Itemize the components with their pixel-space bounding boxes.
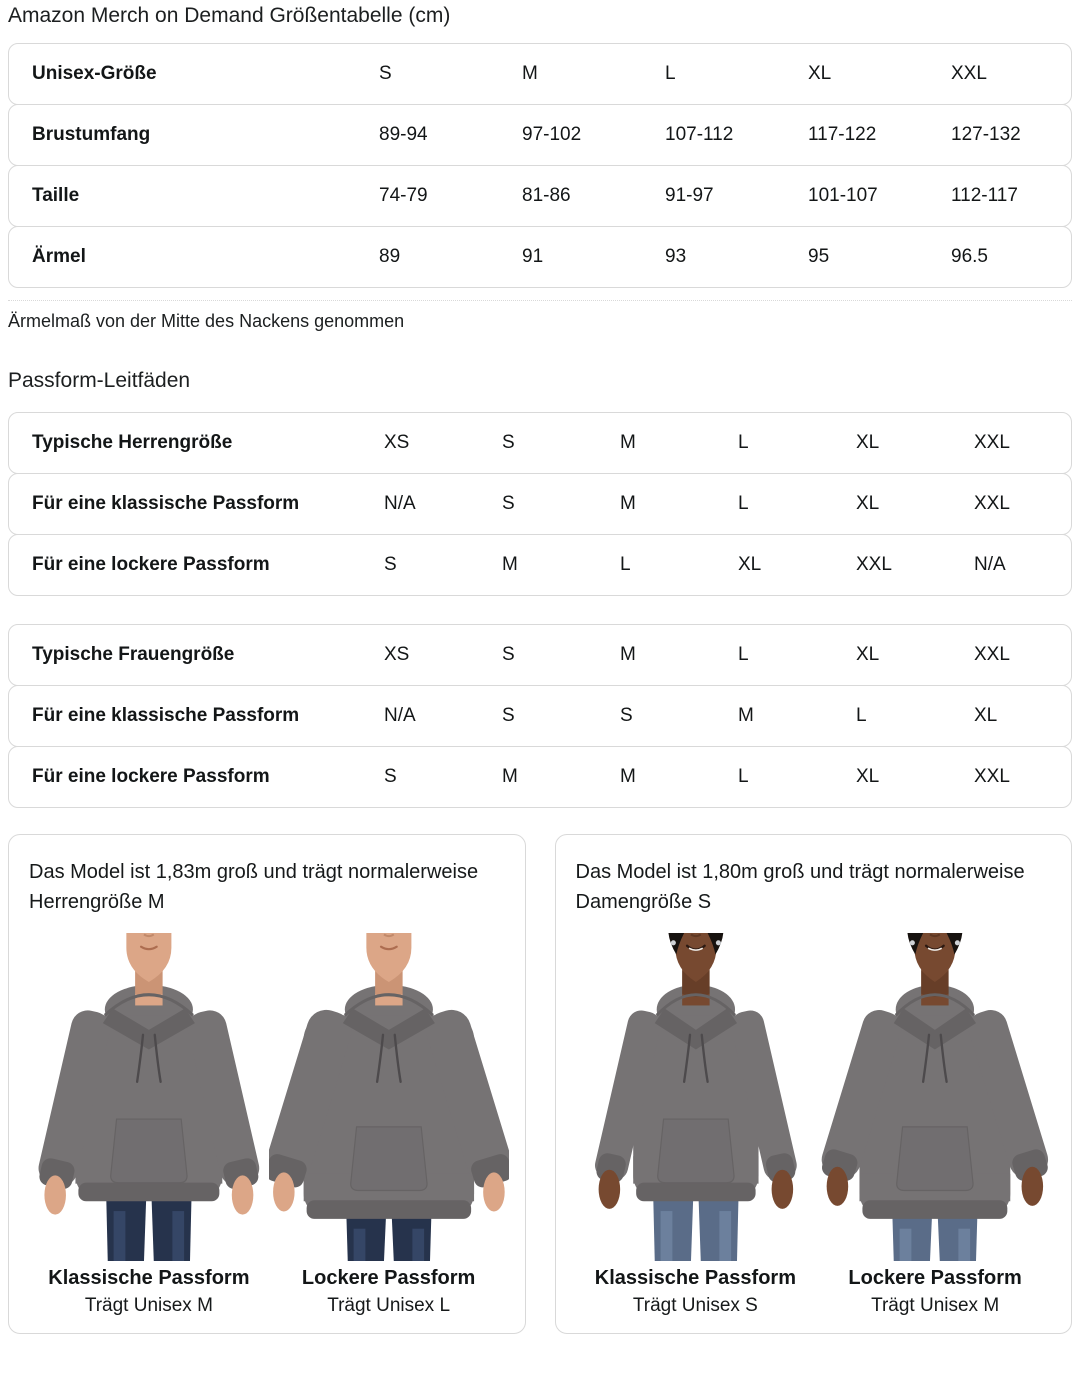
column-header: S bbox=[379, 63, 392, 84]
size-value: 112-117 bbox=[951, 185, 1018, 206]
size-value: XXL bbox=[856, 554, 892, 575]
size-value: L bbox=[738, 766, 749, 787]
column-header: XS bbox=[384, 644, 410, 665]
column-header: XXL bbox=[951, 63, 987, 84]
table-row bbox=[8, 534, 1072, 596]
size-value: 96.5 bbox=[951, 246, 988, 267]
size-value: 127-132 bbox=[951, 124, 1021, 145]
column-header: XS bbox=[384, 432, 410, 453]
size-value: M bbox=[502, 766, 518, 787]
fit-caption: Klassische Passform bbox=[48, 1267, 250, 1289]
table-header-row bbox=[8, 43, 1072, 105]
size-value: XXL bbox=[974, 493, 1010, 514]
column-header: L bbox=[665, 63, 676, 84]
model-card-description: Das Model ist 1,83m groß und trägt normalerweise Herrengröße M bbox=[29, 861, 479, 914]
column-header: M bbox=[522, 63, 538, 84]
size-value: S bbox=[384, 766, 397, 787]
column-header: M bbox=[620, 432, 636, 453]
size-value: M bbox=[620, 493, 636, 514]
size-value: 91 bbox=[522, 246, 544, 267]
size-value: XXL bbox=[974, 766, 1010, 787]
column-header: L bbox=[738, 644, 749, 665]
table-row bbox=[8, 165, 1072, 227]
row-label: Für eine klassische Passform bbox=[32, 705, 300, 726]
model-figure bbox=[29, 933, 269, 1317]
size-value: L bbox=[856, 705, 867, 726]
row-label: Ärmel bbox=[32, 246, 86, 267]
size-value: 89-94 bbox=[379, 124, 428, 145]
size-table-footnote: Ärmelmaß von der Mitte des Nackens genommen bbox=[8, 300, 1072, 332]
unisex-size-table bbox=[8, 43, 1072, 288]
row-label: Brustumfang bbox=[32, 124, 151, 145]
size-value: M bbox=[502, 554, 518, 575]
table-row bbox=[8, 746, 1072, 808]
model-photo-classic-fit bbox=[576, 933, 816, 1261]
table-row bbox=[8, 685, 1072, 747]
womens-model-card bbox=[555, 834, 1073, 1334]
size-value: L bbox=[738, 493, 749, 514]
model-figure bbox=[815, 933, 1055, 1317]
fit-size: Trägt Unisex M bbox=[84, 1295, 213, 1316]
row-label: Typische Herrengröße bbox=[32, 432, 233, 453]
column-header: M bbox=[620, 644, 636, 665]
table-header-row bbox=[8, 624, 1072, 686]
size-value: N/A bbox=[384, 705, 416, 726]
model-photo-loose-fit bbox=[815, 933, 1055, 1261]
table-row bbox=[8, 226, 1072, 288]
size-value: 91-97 bbox=[665, 185, 714, 206]
row-label: Für eine lockere Passform bbox=[32, 554, 270, 575]
column-header: XXL bbox=[974, 432, 1010, 453]
column-header: XL bbox=[856, 432, 880, 453]
table-header-row bbox=[8, 412, 1072, 474]
page-title: Amazon Merch on Demand Größentabelle (cm) bbox=[8, 4, 451, 27]
size-value: XL bbox=[974, 705, 998, 726]
size-value: N/A bbox=[974, 554, 1006, 575]
row-label: Für eine lockere Passform bbox=[32, 766, 270, 787]
model-figure bbox=[576, 933, 816, 1317]
row-label: Für eine klassische Passform bbox=[32, 493, 300, 514]
size-value: M bbox=[620, 766, 636, 787]
size-value: S bbox=[384, 554, 397, 575]
fit-caption: Lockere Passform bbox=[848, 1267, 1022, 1289]
column-header: L bbox=[738, 432, 749, 453]
size-value: S bbox=[502, 705, 515, 726]
column-header: S bbox=[502, 644, 515, 665]
size-value: 93 bbox=[665, 246, 687, 267]
mens-fit-table bbox=[8, 412, 1072, 596]
mens-model-card bbox=[8, 834, 526, 1334]
model-card-description: Das Model ist 1,80m groß und trägt normalerweise Damengröße S bbox=[575, 861, 1025, 914]
size-value: 74-79 bbox=[379, 185, 428, 206]
size-value: S bbox=[502, 493, 515, 514]
row-label: Typische Frauengröße bbox=[32, 644, 235, 665]
size-value: N/A bbox=[384, 493, 416, 514]
model-cards bbox=[8, 834, 1072, 1334]
column-header: S bbox=[502, 432, 515, 453]
fit-caption: Lockere Passform bbox=[301, 1267, 476, 1289]
size-value: M bbox=[738, 705, 754, 726]
size-value: L bbox=[620, 554, 631, 575]
size-value: 89 bbox=[379, 246, 401, 267]
size-value: XL bbox=[856, 766, 880, 787]
table-row bbox=[8, 104, 1072, 166]
size-value: S bbox=[620, 705, 633, 726]
size-value: 101-107 bbox=[808, 185, 878, 206]
model-photo-loose-fit bbox=[269, 933, 509, 1261]
model-figure bbox=[269, 933, 509, 1317]
fit-size: Trägt Unisex L bbox=[327, 1295, 451, 1316]
size-value: 97-102 bbox=[522, 124, 582, 145]
model-photo-classic-fit bbox=[29, 933, 269, 1261]
row-label: Unisex-Größe bbox=[32, 63, 157, 84]
column-header: XXL bbox=[974, 644, 1010, 665]
fit-guides-heading: Passform-Leitfäden bbox=[8, 369, 191, 392]
size-value: 117-122 bbox=[808, 124, 877, 145]
row-label: Taille bbox=[32, 185, 80, 206]
size-value: XL bbox=[856, 493, 880, 514]
table-row bbox=[8, 473, 1072, 535]
size-value: XL bbox=[738, 554, 762, 575]
fit-size: Trägt Unisex M bbox=[871, 1295, 1000, 1316]
size-value: 81-86 bbox=[522, 185, 571, 206]
size-value: 107-112 bbox=[665, 124, 734, 145]
fit-size: Trägt Unisex S bbox=[632, 1295, 758, 1316]
column-header: XL bbox=[856, 644, 880, 665]
fit-caption: Klassische Passform bbox=[594, 1267, 796, 1289]
womens-fit-table bbox=[8, 624, 1072, 808]
column-header: XL bbox=[808, 63, 832, 84]
size-value: 95 bbox=[808, 246, 830, 267]
